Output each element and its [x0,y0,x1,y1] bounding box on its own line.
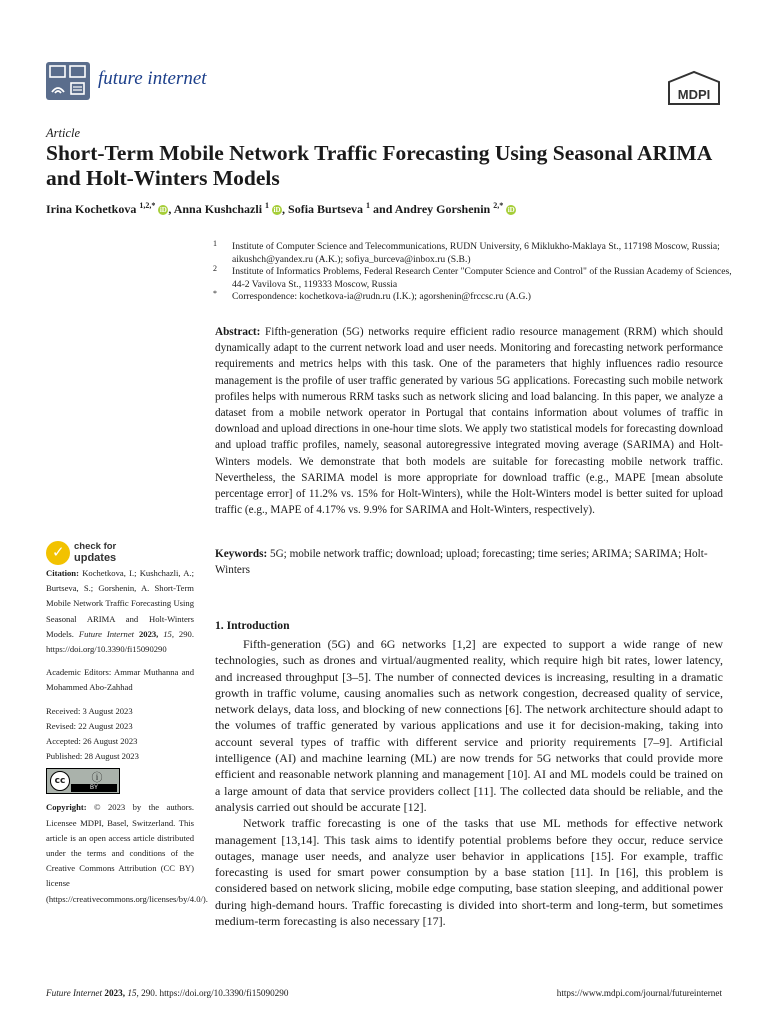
affiliation-item: 1 Institute of Computer Science and Telecommunications, RUDN University, 6 Miklukho-Maklaya St., 117198 Moscow, Russia; aikushch@yandex.ru (A.K.); sofiya_burceva@inbox.ru (S.B.) [213,239,720,265]
author-name[interactable]: Andrey Gorshenin [394,202,491,216]
affiliation-item: 2 Institute of Informatics Problems, Federal Research Center "Computer Science and Control" of the Russian Academy of Sciences, 44-2 Vavilova St., 119333 Moscow, Russia [213,264,732,290]
paragraph: Fifth-generation (5G) and 6G networks [1,2] are expected to support a wide range of new technologies, such as drones and virtual/augmented reality, which require high bit rates, lower latency, and increased throughput [3–5]. The number of connected devices is increasing, resulting in a dramatic growth in traffic volume, causing anomalies such as network congestion, decreased quality of service, network delays, data loss, and blocking of new connections [6]. The network architecture should adapt to the volumes of traffic generated by various applications and use it for decision-making, taking into account several types of traffic with different service and priority requirements [7–9]. Artificial intelligence (AI) and machine learning (ML) are now trends for 5G networks that could provide more efficient and reasonable network planning and management [10]. AI and ML models could be trained on a large amount of data that service providers collect [11]. The collected data should be reliable, and the analysis carried out should be accurate [12]. [215,637,723,814]
abstract-text: Fifth-generation (5G) networks require efficient radio resource management (RRM) which should dynamically adapt to the current network load and user needs. Monitoring and forecasting network performance requirements and metrics helps with this task. One of the parameters that highly influences radio resource management is the profile of user traffic generated by various 5G applications. Forecasting such mobile network profiles helps with numerous RRM tasks such as network slicing and load balancing. In this paper, we analyze a dataset from a mobile network operator in Portugal that contains information about volumes of traffic in download and upload directions in one-hour time slots. We apply two statistical models for forecasting download and upload traffic profiles, namely, seasonal autoregressive integrated moving average (SARIMA) and Holt-Winters models. We demonstrate that both models are suitable for forecasting mobile network traffic. Nevertheless, the SARIMA model is more appropriate for download traffic (e.g., MAPE [mean absolute percentage error] of 11.2% vs. 15% for Holt-Winters), while the Holt-Winters model is better suited for upload traffic (e.g., MAPE of 4.17% vs. 9.9% for SARIMA and Holt-Winters, respectively). [215,326,724,517]
journal-name: future internet [98,68,207,89]
keywords [215,546,723,578]
date-received: Received: 3 August 2023 [46,705,133,716]
academic-editors: Academic Editors: Ammar Muthanna and Mohammed Abo-Zahhad [46,667,194,693]
abstract [215,324,723,518]
orcid-icon[interactable]: iD [507,206,515,214]
footer-citation: Future Internet 2023, 15, 290. https://doi.org/10.3390/fi15090290 [46,988,289,998]
author-affil-mark: 1,2,* [139,201,156,210]
orcid-icon[interactable]: iD [159,206,167,214]
paper-title: Short-Term Mobile Network Traffic Forecasting Using Seasonal ARIMA and Holt-Winters Models [46,141,712,190]
article-type: Article [46,126,81,140]
cc-by-license-icon[interactable]: cc ⓘ BY [46,768,120,794]
date-revised: Revised: 22 August 2023 [46,720,133,731]
section-heading: 1. Introduction [215,619,290,632]
author-affil-mark: 1 [366,201,371,210]
author-name[interactable]: Anna Kushchazli [173,202,263,216]
citation: Citation: Kochetkova, I.; Kushchazli, A.; Burtseva, S.; Gorshenin, A. Short-Term Mobile Network Traffic Forecasting Using Seasonal ARIMA and Holt-Winters Models. Future Internet 2023, 15, 290. https://doi.org/10.3390/fi15090290 [46,568,194,655]
sidebar [46,566,208,907]
footer-journal-url[interactable]: https://www.mdpi.com/journal/futureinternet [556,988,722,998]
check-for-updates-button[interactable]: ✓ check for updates [46,541,126,569]
keywords-label: Keywords: [215,548,268,560]
orcid-icon[interactable]: iD [273,206,281,214]
date-published: Published: 28 August 2023 [46,751,139,762]
author-name[interactable]: Sofia Burtseva [288,202,364,216]
mdpi-wordmark: MDPI [677,87,711,102]
mdpi-logo-icon [665,70,723,106]
affiliations [213,241,733,304]
introduction-body [215,636,723,929]
copyright: Copyright: © 2023 by the authors. Licensee MDPI, Basel, Switzerland. This article is an open access article distributed under the terms and conditions of the Creative Commons Attribution (CC BY) license (https://creativecommons.org/licenses/by/4.0/). [46,802,208,904]
author-list: Irina Kochetkova $^{1,2,*}$ iD , Anna Kushchazli $^1$ iD , Sofia Burtseva $^1$ and Andrey Gorshenin $^{2,*}$ iD [46,201,515,216]
author-affil-mark: 1 [265,201,270,210]
date-accepted: Accepted: 26 August 2023 [46,736,138,747]
author-name[interactable]: Irina Kochetkova [46,202,137,216]
paragraph: Network traffic forecasting is one of the tasks that use ML methods for effective network management [13,14]. This task aims to identify potential problems before they occur, reduce service outages, manage user needs, and analyze user behavior in applications [15]. For example, traffic forecasting is used for smart power consumption by a base station [11]. In [16], this problem is considered based on network slicing, mobile edge computing, base station sleeping, and additional power during high-demand hours. Traffic forecasting is divided into short-term and long-term, but sometimes medium-term forecasting is also necessary [17]. [215,816,723,929]
author-affil-mark: 2,* [493,201,504,210]
abstract-label: Abstract: [215,326,261,338]
check-updates-icon: ✓ [46,541,70,565]
correspondence: * Correspondence: kochetkova-ia@rudn.ru (I.K.); agorshenin@frccsc.ru (A.G.) [213,289,531,303]
keywords-text: 5G; mobile network traffic; download; upload; forecasting; time series; ARIMA; SARIMA; Holt-Winters [215,548,708,576]
journal-logo-icon [46,62,90,100]
